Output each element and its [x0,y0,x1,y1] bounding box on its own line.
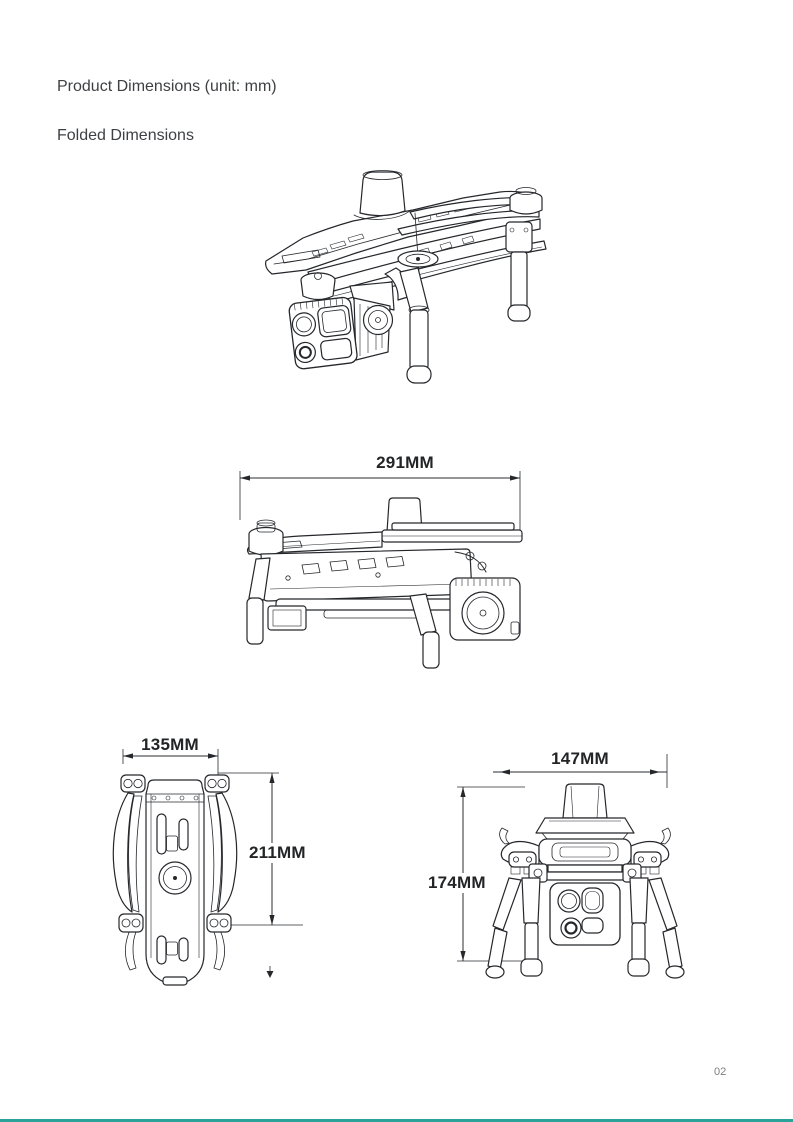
isometric-view-figure [248,160,573,405]
motor-pod [121,775,145,792]
thermal-lens [561,918,581,938]
front-width-label: 147MM [551,749,609,768]
gps-dome [536,784,634,839]
page-title: Product Dimensions (unit: mm) [57,78,277,95]
top-view-figure [100,730,310,992]
main-lens [317,305,351,338]
motor-pod [119,914,143,932]
top-width-label: 135MM [141,735,199,754]
motor-pod [205,775,229,792]
page-number: 02 [714,1066,727,1078]
section-subtitle: Folded Dimensions [57,127,194,144]
front-view-figure [425,740,700,995]
top-height-label: 211MM [246,843,309,863]
drone-side-drawing [230,448,530,678]
motor-pod [207,914,231,932]
small-arrow-mark [267,966,274,978]
camera-lens [462,592,504,634]
body [113,775,236,985]
drone-front-drawing [425,740,700,995]
body [500,828,671,882]
side-width-label: 291MM [376,453,434,472]
side-view-figure [230,448,530,678]
drone-isometric-drawing [248,160,573,405]
front-height-label: 174MM [425,873,489,893]
gps-dome [354,171,411,220]
gimbal-camera [550,883,620,945]
